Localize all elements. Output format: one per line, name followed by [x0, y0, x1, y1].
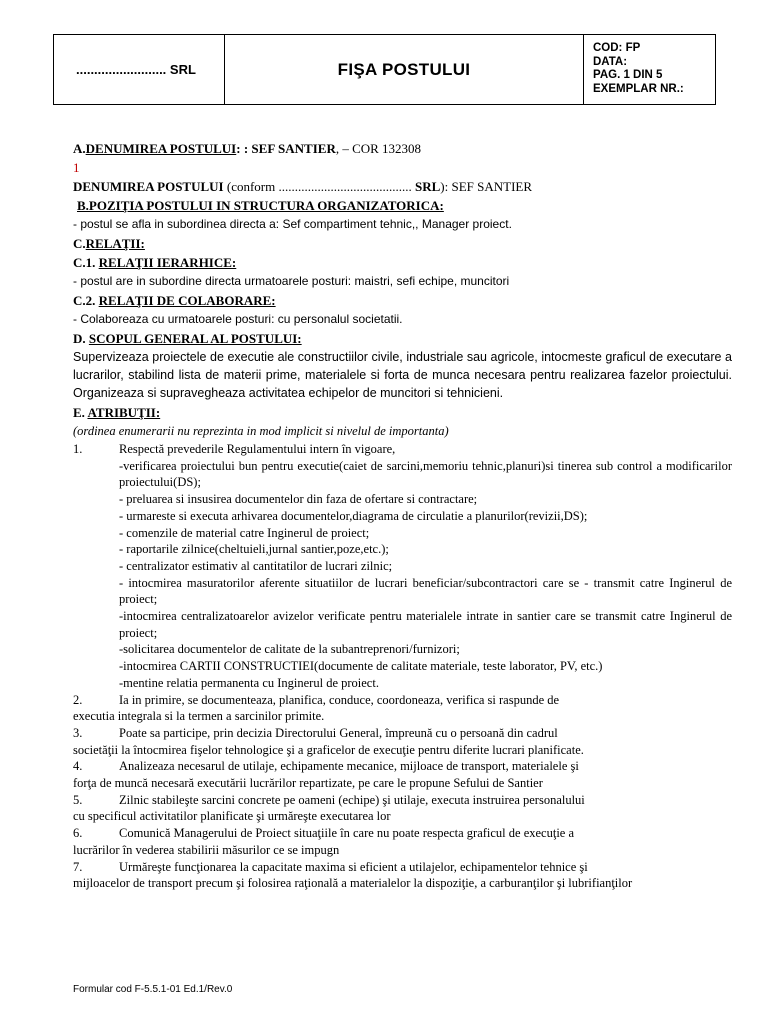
duty-item [73, 692, 732, 709]
duties-heading: E. ATRIBUŢII: [73, 405, 161, 420]
scope-text: Supervizeaza proiectele de executie ale constructiilor civile, industriale sau agricole, intocmeste graficul de executare a lucrarilor, stabilind lista de materii prime, materialele si forta de munca necesara pentru realizarea fazelor proiectului. Organizeaza si supravegheaza activitatea echipelor de muncitori si tehnicieni. [73, 350, 732, 400]
duty-text-continuation: societăţii la întocmirea fişelor tehnologice şi a graficelor de execuţie pentru diferite lucrari planificate. [73, 742, 584, 757]
duty-number: 7. [73, 859, 83, 874]
duty-number: 1. [73, 442, 83, 456]
scope-heading: D. SCOPUL GENERAL AL POSTULUI: [73, 331, 302, 346]
hierarchical-relations-heading: C.1. RELAŢII IERARHICE: [73, 255, 237, 270]
duty-subitem: -mentine relatia permanenta cu Inginerul de proiect. [119, 675, 379, 690]
cor-code: , – COR 132308 [335, 141, 422, 156]
job-name-line: A.DENUMIREA POSTULUI: : SEF SANTIER, – COR 132308 [73, 141, 422, 156]
duty-subitem: -verificarea proiectului bun pentru executie(caiet de sarcini,memoriu tehnic,planuri)si tinerea sub control a modificarilor proiectului(DS); [119, 458, 732, 490]
collaboration-relations-heading: C.2. RELAŢII DE COLABORARE: [73, 293, 276, 308]
footnote-marker: 1 [73, 160, 80, 175]
duty-subitem: - preluarea si insusirea documentelor din faza de ofertare si contractare; [119, 492, 478, 507]
duty-subitem: - raportarile zilnice(cheltuieli,jurnal santier,poze,etc.); [119, 542, 389, 557]
date-line: DATA: [593, 55, 628, 68]
duties-list [73, 441, 732, 892]
duty-text: Comunică Managerului de Proiect situaţiile în care nu poate respecta graficul de execuţie a [119, 826, 575, 841]
duty-text-continuation: forţa de muncă necesară executării lucrărilor repartizate, pe care le propune Sefului de Santier [73, 776, 543, 791]
duty-item [73, 859, 732, 876]
duty-text: Ia in primire, se documenteaza, planifica, conduce, coordoneaza, verifica si raspunde de [119, 692, 560, 707]
duty-number: 2. [73, 692, 83, 707]
duty-items [73, 692, 732, 892]
form-code-footer: Formular cod F-5.5.1-01 Ed.1/Rev.0 [73, 984, 233, 995]
duty-text-continuation: cu specificul activitatilor planificate şi urmăreşte executarea lor [73, 809, 391, 824]
duty-number: 6. [73, 826, 83, 841]
job-name-value: SEF SANTIER [251, 141, 336, 156]
duty-item [73, 792, 732, 809]
duty-text: Analizeaza necesarul de utilaje, echipamente mecanice, mijloace de transport, materialele şi [119, 759, 579, 774]
duty-subitem: -solicitarea documentelor de calitate de la subantreprenori/furnizori; [119, 642, 460, 657]
duty-item [73, 758, 732, 775]
duty-item [73, 825, 732, 842]
duty-subitem: - urmareste si executa arhivarea documentelor,diagrama de circulatie a planurilor(revizii,DS); [119, 508, 588, 523]
duty-item [73, 725, 732, 742]
duty-subitem: -intocmirea centralizatoarelor avizelor verificate pentru materialele intrate in santier care se transmit catre Inginerul de proiect; [119, 609, 732, 640]
duty-item [73, 441, 732, 458]
document-header [53, 34, 716, 105]
duty-text-continuation: executia integrala si la termen a sarcinilor primite. [73, 709, 325, 724]
duty-text: Zilnic stabileşte sarcini concrete pe oameni (echipe) şi utilaje, executa instruirea personalului [119, 792, 585, 807]
relations-heading: C.RELAŢII: [73, 236, 145, 251]
duty-text-continuation: mijloacelor de transport precum şi folosirea raţională a materialelor la dispoziţie, a carburanţilor şi lubrifianţilor [73, 876, 633, 891]
job-name-conform-line: DENUMIREA POSTULUI (conform ......................................... SRL): SEF SANTIER [73, 179, 533, 194]
duty-subitem: - intocmirea masuratorilor aferente situatiilor de lucrari beneficiar/subcontractori care se - transmit catre Inginerul de proiect; [119, 575, 732, 607]
job-name-label: DENUMIREA POSTULUI [85, 141, 237, 156]
duty-number: 5. [73, 792, 83, 807]
document-title: FIŞA POSTULUI [225, 35, 584, 104]
duty-subitem: - centralizator estimativ al cantitatilor de lucrari zilnic; [119, 558, 393, 573]
code-line: COD: FP [593, 42, 641, 54]
hierarchical-relations-text: - postul are in subordine directa urmatoarele posturi: maistri, sefi echipe, muncitori [73, 274, 510, 288]
position-text: - postul se afla in subordinea directa a: Sef compartiment tehnic,, Manager proiect. [73, 217, 512, 231]
collaboration-relations-text: - Colaboreaza cu urmatoarele posturi: cu personalul societatii. [73, 312, 403, 326]
page-line: PAG. 1 DIN 5 [593, 69, 663, 82]
duty-text: Poate sa participe, prin decizia Directorului General, împreună cu o persoană din cadrul [119, 725, 558, 740]
position-heading: B.POZIŢIA POSTULUI IN STRUCTURA ORGANIZATORICA: [77, 198, 444, 213]
duty-subitems [73, 458, 732, 692]
duty-number: 4. [73, 759, 83, 774]
company-name: ......................... SRL [54, 35, 225, 104]
duties-note: (ordinea enumerarii nu reprezinta in mod implicit si nivelul de importanta) [73, 424, 449, 438]
duty-text-continuation: lucrărilor în vederea stabilirii măsurilor ce se impugn [73, 842, 340, 857]
copy-number-line: EXEMPLAR NR.: [593, 82, 684, 95]
duty-number: 3. [73, 725, 83, 740]
duty-text: Respectă prevederile Regulamentului intern în vigoare, [119, 442, 396, 456]
duty-subitem: -intocmirea CARTII CONSTRUCTIEI(documente de calitate materiale, teste laborator, PV, etc.) [119, 659, 603, 674]
document-code-block [584, 35, 715, 104]
duty-subitem: - comenzile de material catre Inginerul de proiect; [119, 525, 370, 540]
document-body [73, 139, 732, 892]
duty-text: Urmăreşte funcţionarea la capacitate maxima si eficient a utilajelor, echipamentelor tehnice şi [119, 859, 588, 874]
